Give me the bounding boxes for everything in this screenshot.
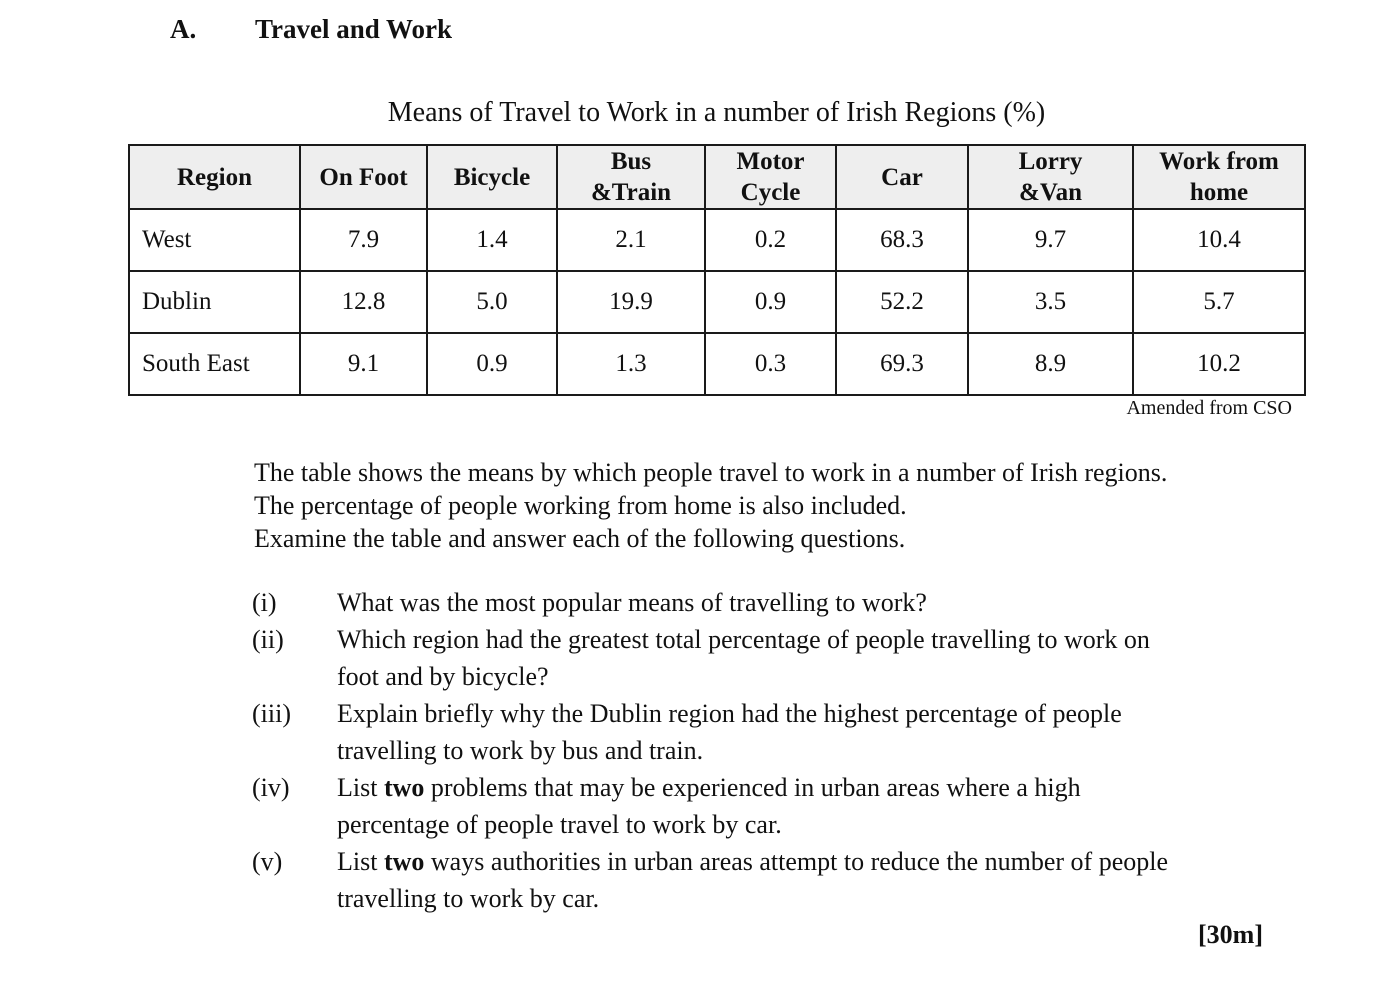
table-cell: 0.2: [705, 209, 836, 271]
question-segment: problems that may be experienced in urban areas where a high: [424, 773, 1081, 802]
table-cell: 7.9: [300, 209, 427, 271]
question-list: [252, 584, 1252, 917]
table-cell: 19.9: [557, 271, 705, 333]
table-cell: 5.0: [427, 271, 557, 333]
question-number: (ii): [252, 625, 284, 654]
header-cell: [705, 145, 836, 209]
header-line: On Foot: [319, 163, 408, 191]
question-text: [337, 584, 1252, 621]
region-cell: South East: [129, 333, 300, 395]
intro-line: The table shows the means by which people travel to work in a number of Irish regions.: [254, 458, 1168, 487]
question-line: [337, 584, 1252, 621]
table-cell: 9.7: [968, 209, 1133, 271]
question-segment: travelling to work by car.: [337, 884, 600, 913]
region-cell: West: [129, 209, 300, 271]
table-cell: 52.2: [836, 271, 968, 333]
question-text: [337, 843, 1252, 917]
intro-line: The percentage of people working from home is also included.: [254, 491, 907, 520]
question-segment: foot and by bicycle?: [337, 662, 549, 691]
table-row: [129, 271, 1305, 333]
header-cell: [427, 145, 557, 209]
question-segment: List: [337, 847, 384, 876]
question-number: (iv): [252, 773, 290, 802]
question-item: [252, 584, 1252, 621]
header-line: Motor: [736, 148, 805, 175]
question-line: [337, 806, 1252, 843]
table-cell: 3.5: [968, 271, 1133, 333]
table-cell: 68.3: [836, 209, 968, 271]
table-caption: Means of Travel to Work in a number of Irish Regions (%): [387, 97, 1046, 128]
table-row: [129, 333, 1305, 395]
header-cell: [968, 145, 1133, 209]
table-cell: 10.4: [1133, 209, 1305, 271]
question-item: [252, 769, 1252, 843]
emphasis-text: two: [383, 847, 425, 876]
section-title: Travel and Work: [255, 14, 453, 44]
marks-label: [30m]: [1198, 920, 1263, 949]
header-cell: [836, 145, 968, 209]
travel-table: [128, 144, 1306, 396]
header-line: Bus: [610, 148, 652, 175]
question-segment: Explain briefly why the Dublin region had the highest percentage of people: [337, 699, 1122, 728]
emphasis-text: two: [383, 773, 425, 802]
question-segment: percentage of people travel to work by car.: [337, 810, 782, 839]
header-line: Bicycle: [453, 163, 531, 191]
intro-paragraph: [254, 456, 1314, 555]
question-item: [252, 843, 1252, 917]
question-line: [337, 658, 1252, 695]
table-cell: 5.7: [1133, 271, 1305, 333]
question-segment: ways authorities in urban areas attempt to reduce the number of people: [424, 847, 1169, 876]
header-line: Region: [177, 163, 252, 191]
question-segment: What was the most popular means of travelling to work?: [337, 588, 927, 617]
question-text: [337, 695, 1252, 769]
question-line: [337, 769, 1252, 806]
question-line: [337, 843, 1252, 880]
question-item: [252, 695, 1252, 769]
table-source: Amended from CSO: [1126, 397, 1292, 419]
header-line: &Van: [1019, 179, 1082, 206]
question-text: [337, 769, 1252, 843]
question-line: [337, 880, 1252, 917]
header-line: Work from: [1159, 148, 1279, 175]
question-segment: List: [337, 773, 384, 802]
table-cell: 2.1: [557, 209, 705, 271]
table-cell: 10.2: [1133, 333, 1305, 395]
question-line: [337, 621, 1252, 658]
intro-line: Examine the table and answer each of the following questions.: [254, 524, 906, 553]
header-cell: [300, 145, 427, 209]
table-cell: 1.3: [557, 333, 705, 395]
header-line: &Train: [590, 179, 672, 206]
question-line: [337, 695, 1252, 732]
header-line: Car: [881, 163, 923, 191]
header-cell: [129, 145, 300, 209]
table-cell: 0.9: [705, 271, 836, 333]
question-segment: travelling to work by bus and train.: [337, 736, 704, 765]
question-number: (v): [252, 847, 283, 876]
header-cell: [1133, 145, 1305, 209]
header-line: Cycle: [740, 179, 801, 206]
header-cell: [557, 145, 705, 209]
table-header-row: [129, 145, 1305, 209]
header-line: home: [1189, 179, 1249, 206]
table-cell: 0.3: [705, 333, 836, 395]
header-line: Lorry: [1018, 148, 1083, 175]
table-cell: 69.3: [836, 333, 968, 395]
table-cell: 1.4: [427, 209, 557, 271]
table-cell: 9.1: [300, 333, 427, 395]
question-segment: Which region had the greatest total percentage of people travelling to work on: [337, 625, 1150, 654]
section-letter: A.: [170, 14, 197, 44]
table-cell: 0.9: [427, 333, 557, 395]
question-item: [252, 621, 1252, 695]
question-number: (i): [252, 588, 277, 617]
table-row: [129, 209, 1305, 271]
question-number: (iii): [252, 699, 291, 728]
question-line: [337, 732, 1252, 769]
region-cell: Dublin: [129, 271, 300, 333]
table-cell: 8.9: [968, 333, 1133, 395]
table-cell: 12.8: [300, 271, 427, 333]
question-text: [337, 621, 1252, 695]
